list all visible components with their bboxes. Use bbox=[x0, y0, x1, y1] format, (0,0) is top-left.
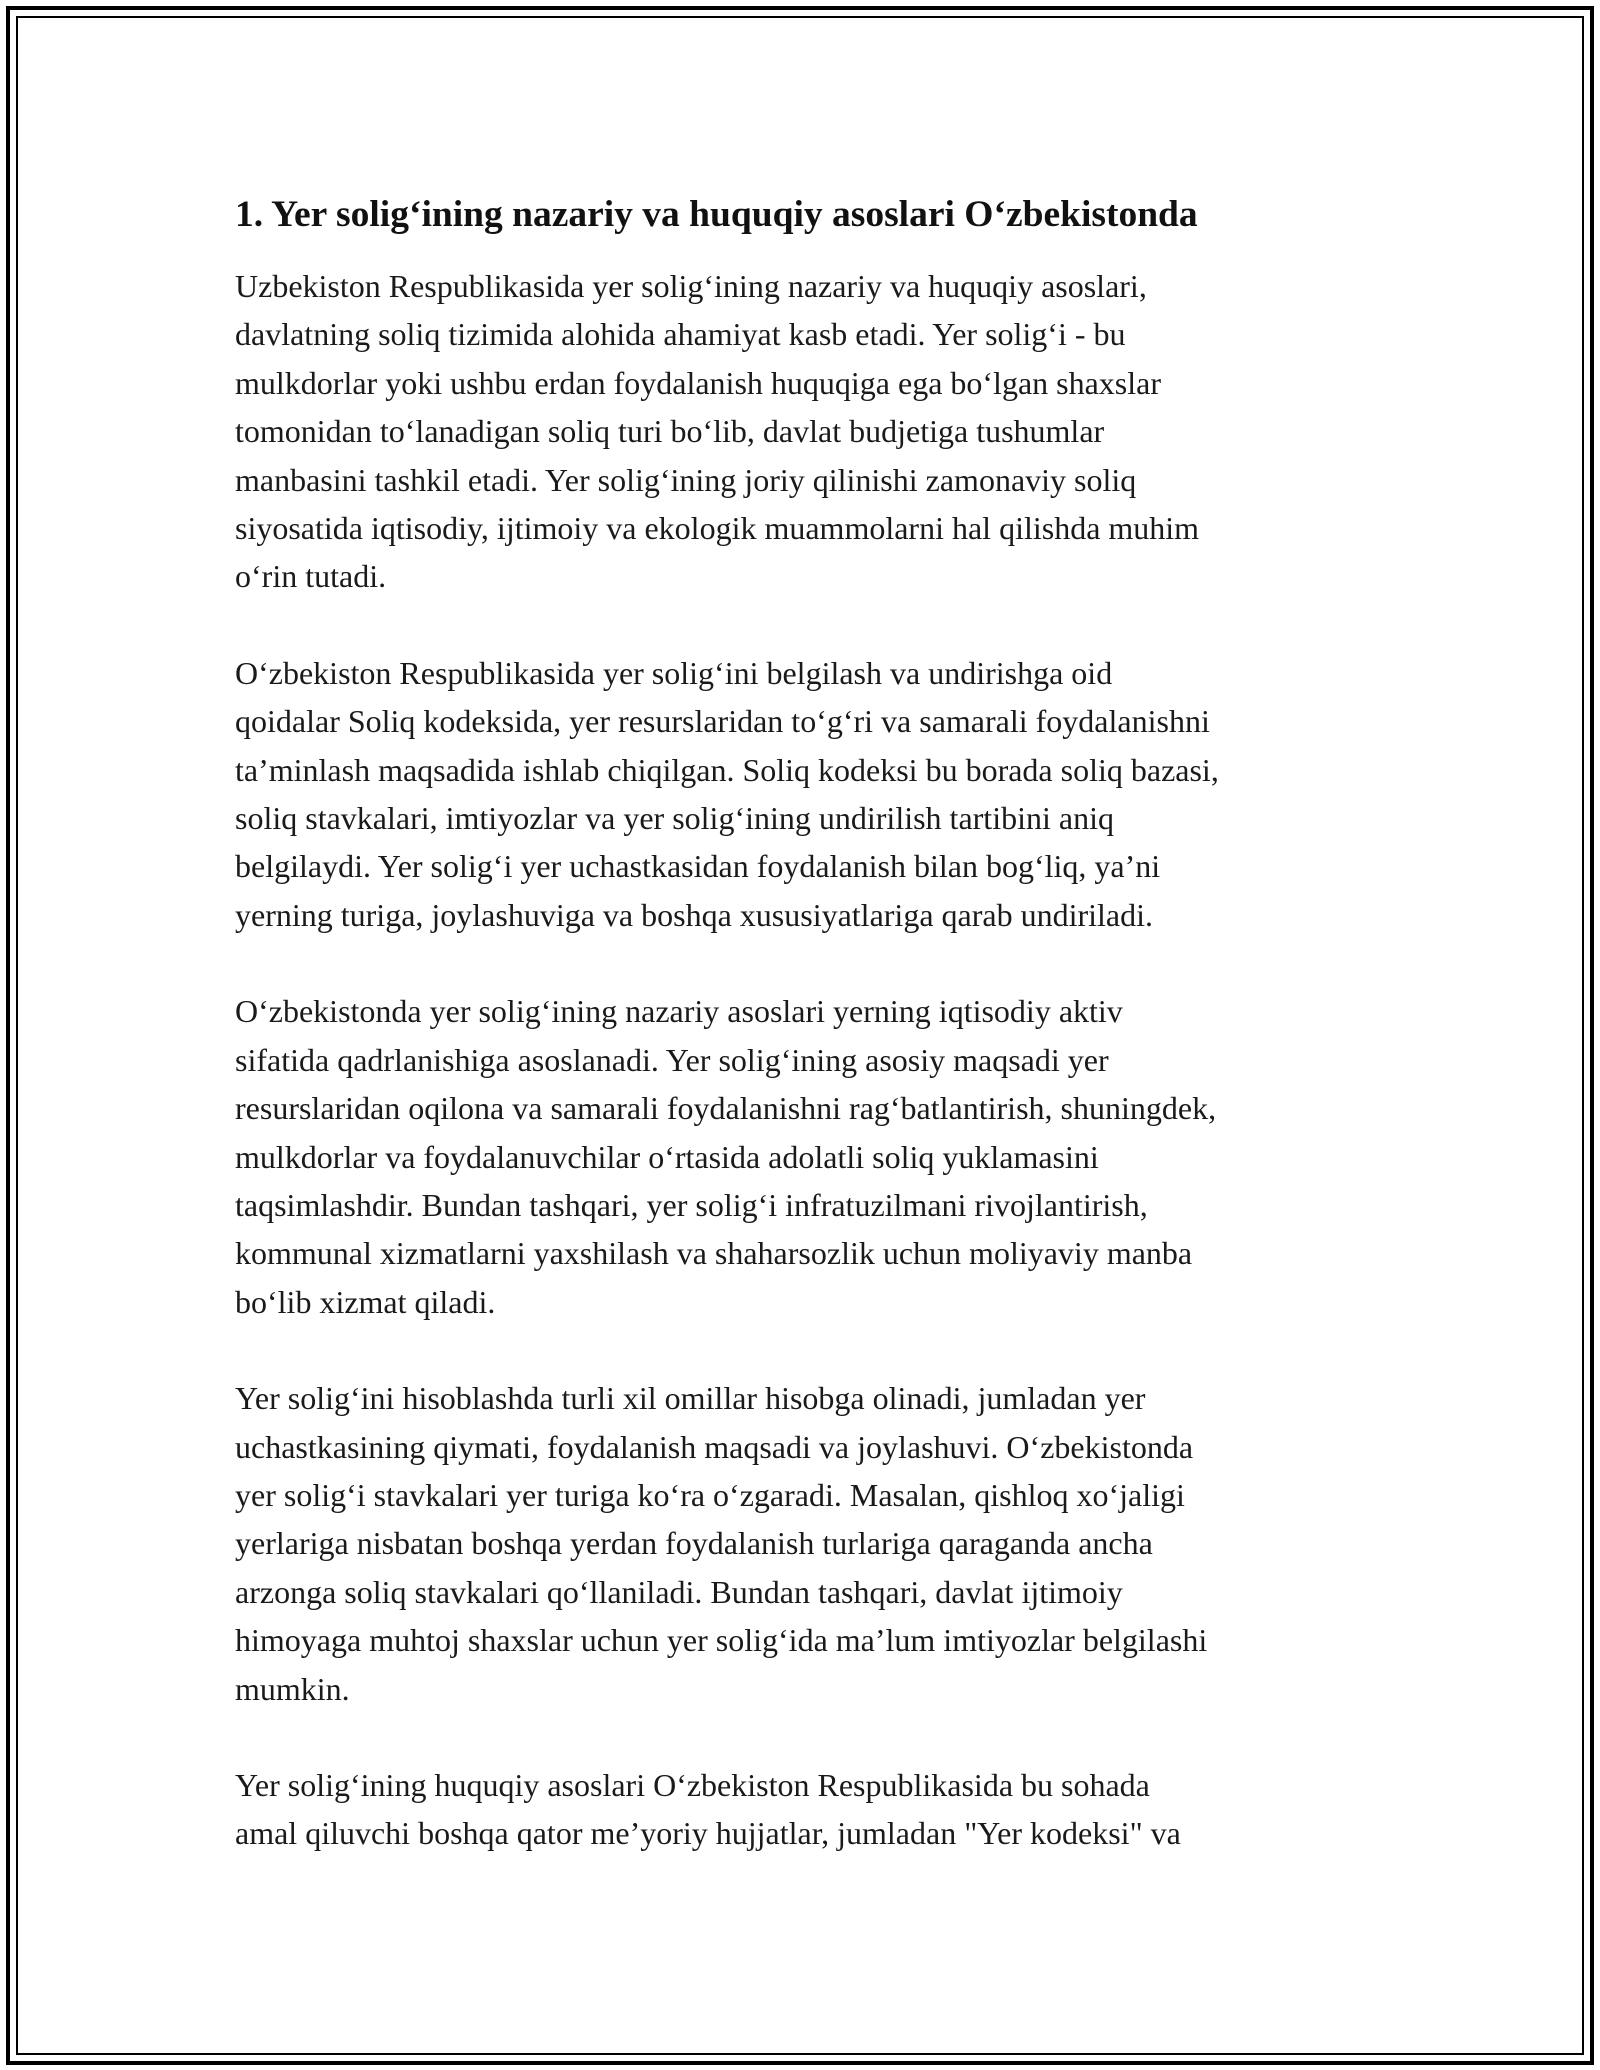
text-line: soliq stavkalari, imtiyozlar va yer solig‘ining undirilish tartibini aniq bbox=[235, 800, 1114, 837]
text-line: yerlariga nisbatan boshqa yerdan foydalanish turlariga qaraganda ancha bbox=[235, 1525, 1153, 1562]
text-line: yer solig‘i stavkalari yer turiga ko‘ra o‘zgaradi. Masalan, qishloq xo‘jaligi bbox=[235, 1476, 1185, 1513]
text-line: mulkdorlar yoki ushbu erdan foydalanish huquqiga ega bo‘lgan shaxslar bbox=[235, 364, 1161, 401]
text-line: siyosatida iqtisodiy, ijtimoiy va ekologik muammolarni hal qilishda muhim bbox=[235, 510, 1200, 547]
text-line: amal qiluvchi boshqa qator me’yoriy hujjatlar, jumladan "Yer kodeksi" va bbox=[235, 1815, 1181, 1852]
text-line: o‘rin tutadi. bbox=[235, 558, 387, 595]
text-line: kommunal xizmatlarni yaxshilash va shaharsozlik uchun moliyaviy manba bbox=[235, 1235, 1193, 1272]
text-line: ta’minlash maqsadida ishlab chiqilgan. Soliq kodeksi bu borada soliq bazasi, bbox=[235, 751, 1219, 788]
paragraph-2 bbox=[235, 649, 1385, 939]
text-line: qoidalar Soliq kodeksida, yer resurslaridan to‘g‘ri va samarali foydalanishni bbox=[235, 703, 1210, 740]
text-line: mulkdorlar va foydalanuvchilar o‘rtasida adolatli soliq yuklamasini bbox=[235, 1138, 1099, 1175]
text-line: Uzbekiston Respublikasida yer solig‘ining nazariy va huquqiy asoslari, bbox=[235, 268, 1147, 304]
text-line: yerning turiga, joylashuviga va boshqa xususiyatlariga qarab undiriladi. bbox=[235, 896, 1153, 933]
paragraph-1 bbox=[235, 262, 1385, 601]
document-body bbox=[235, 190, 1385, 1906]
text-line: belgilaydi. Yer solig‘i yer uchastkasidan foydalanish bilan bog‘liq, ya’ni bbox=[235, 848, 1161, 885]
text-line: arzonga soliq stavkalari qo‘llaniladi. Bundan tashqari, davlat ijtimoiy bbox=[235, 1573, 1123, 1610]
text-line: taqsimlashdir. Bundan tashqari, yer solig‘i infratuzilmani rivojlantirish, bbox=[235, 1186, 1148, 1223]
text-line: resurslaridan oqilona va samarali foydalanishni rag‘batlantirish, shuningdek, bbox=[235, 1090, 1217, 1127]
text-line: himoyaga muhtoj shaxslar uchun yer solig‘ida ma’lum imtiyozlar belgilashi bbox=[235, 1622, 1208, 1659]
paragraph-3 bbox=[235, 987, 1385, 1326]
text-line: mumkin. bbox=[235, 1670, 350, 1707]
paragraph-4 bbox=[235, 1374, 1385, 1713]
text-line: bo‘lib xizmat qiladi. bbox=[235, 1283, 496, 1320]
text-line: manbasini tashkil etadi. Yer solig‘ining joriy qilinishi zamonaviy soliq bbox=[235, 461, 1137, 498]
text-line: sifatida qadrlanishiga asoslanadi. Yer solig‘ining asosiy maqsadi yer bbox=[235, 1041, 1109, 1078]
text-line: uchastkasining qiymati, foydalanish maqsadi va joylashuvi. O‘zbekistonda bbox=[235, 1428, 1194, 1465]
text-line: tomonidan to‘lanadigan soliq turi bo‘lib, davlat budjetiga tushumlar bbox=[235, 413, 1105, 450]
text-line: O‘zbekiston Respublikasida yer solig‘ini belgilash va undirishga oid bbox=[235, 654, 1113, 691]
text-line: Yer solig‘ini hisoblashda turli xil omillar hisobga olinadi, jumladan yer bbox=[235, 1380, 1146, 1417]
section-heading: 1. Yer solig‘ining nazariy va huquqiy asoslari O‘zbekistonda bbox=[235, 194, 1198, 235]
text-line: davlatning soliq tizimida alohida ahamiyat kasb etadi. Yer solig‘i - bu bbox=[235, 316, 1126, 353]
paragraph-5 bbox=[235, 1761, 1385, 1858]
text-line: O‘zbekistonda yer solig‘ining nazariy asoslari yerning iqtisodiy aktiv bbox=[235, 993, 1123, 1030]
text-line: Yer solig‘ining huquqiy asoslari O‘zbekiston Respublikasida bu sohada bbox=[235, 1766, 1150, 1803]
